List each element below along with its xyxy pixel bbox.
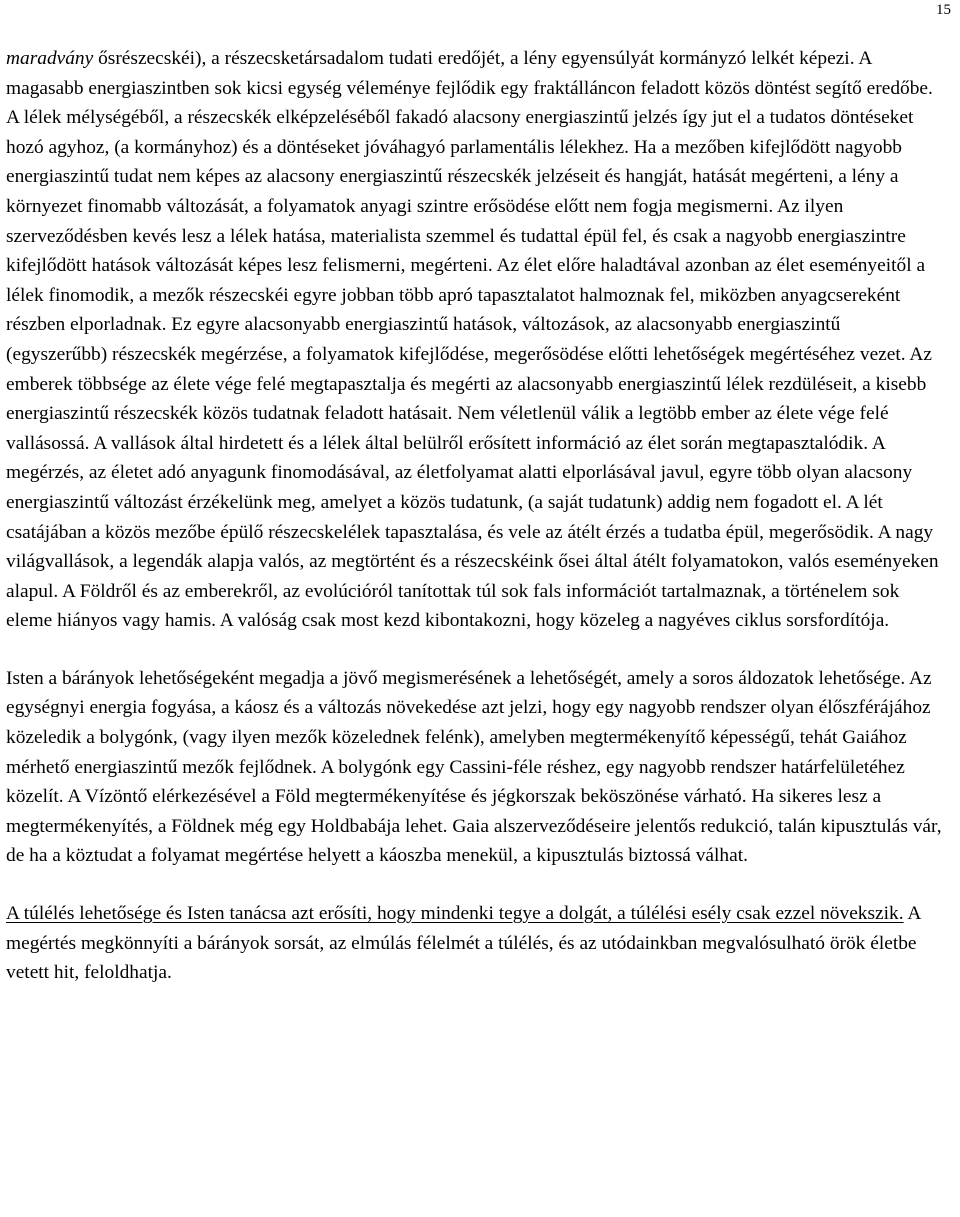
paragraph-1 [6,44,946,636]
italic-lead-word: maradvány [6,48,94,69]
underlined-sentence: A túlélés lehetősége és Isten tanácsa azt erősíti, hogy mindenki tegye a dolgát, a túlélési esély csak ezzel növekszik. [6,903,904,925]
paragraph-3-text: A megértés megkönnyíti a bárányok sorsát, az elmúlás félelmét a túlélés, és az utódainkban megvalósulható örök életbe vetett hit, feloldhatja. [6,903,921,984]
paragraph-2 [6,664,946,871]
paragraph-3 [6,899,946,988]
page-number: 15 [936,2,951,18]
paragraph-2-text: Isten a bárányok lehetőségeként megadja a jövő megismerésének a lehetőségét, amely a soros áldozatok lehetősége. Az egységnyi energia fogyása, a káosz és a változás növekedése azt jelzi, hogy egy nagyobb rendszer olyan élőszférájához közeledik a bolygónk, (vagy ilyen mezők közelednek felénk), amelyben megtermékenyítő képességű, tehát Gaiához mérhető energiaszintű mezők fejlődnek. A bolygónk egy Cassini-féle réshez, egy nagyobb rendszer határfelületéhez közelít. A Vízöntő elérkezésével a Föld megtermékenyítése és jégkorszak beköszönése várható. Ha sikeres lesz a megtermékenyítés, a Földnek még egy Holdbabája lehet. Gaia alszerveződéseire jelentős redukció, talán kipusztulás vár, de ha a köztudat a folyamat megértése helyett a káoszba menekül, a kipusztulás biztossá válhat. [6,667,942,867]
paragraph-1-text: ősrészecskéi), a részecsketársadalom tudati eredőjét, a lény egyensúlyát kormányzó lelkét képezi. A magasabb energiaszintben sok kicsi egység véleménye fejlődik egy fraktálláncon feladott közös döntést segítő eredőbe. A lélek mélységéből, a részecskék elképzeléséből fakadó alacsony energiaszintű jelzés így jut el a tudatos döntéseket hozó agyhoz, (a kormányhoz) és a döntéseket jóváhagyó parlamentális lélekhez. Ha a mezőben kifejlődött nagyobb energiaszintű tudat nem képes az alacsony energiaszintű részecskék jelzéseit és hangját, hatását megérteni, a lény a környezet finomabb változását, a folyamatok anyagi szintre erősödése előtt nem fogja megismerni. Az ilyen szerveződésben kevés lesz a lélek hatása, materialista szemmel és tudattal épül fel, és csak a nagyobb energiaszintre kifejlődött hatások változását képes lesz felismerni, megérteni. Az élet előre haladtával azonban az élet eseményeitől a lélek finomodik, a mezők részecskéi egyre jobban több apró tapasztalatot halmoznak fel, miközben anyagcsereként részben elporladnak. Ez egyre alacsonyabb energiaszintű hatások, változások, az alacsonyabb energiaszintű (egyszerűbb) részecskék megérzése, a folyamatok kifejlődése, megerősödése előtti lehetőségek megértéséhez vezet. Az emberek többsége az élete vége felé megtapasztalja és megérti az alacsonyabb energiaszintű lélek rezdüléseit, a kisebb energiaszintű részecskék közös tudatnak feladott hatásait. Nem véletlenül válik a legtöbb ember az élete vége felé vallásossá. A vallások által hirdetett és a lélek által belülről erősített információ az élet során megtapasztalódik. A megérzés, az életet adó anyagunk finomodásával, az életfolyamat alatti elporlásával javul, egyre több olyan alacsony energiaszintű változást érzékelünk meg, amelyet a közös tudatunk, (a saját tudatunk) addig nem fogadott el. A lét csatájában a közös mezőbe épülő részecskelélek tapasztalása, és vele az átélt érzés a tudatba épül, megerősödik. A nagy világvallások, a legendák alapja valós, az megtörtént és a részecskéink ősei által átélt folyamatokon, valós eseményeken alapul. A Földről és az emberekről, az evolúcióról tanítottak túl sok fals információt tartalmaznak, a történelem sok eleme hiányos vagy hamis. A valóság csak most kezd kibontakozni, hogy közeleg a nagyéves ciklus sorsfordítója. [6,48,939,632]
